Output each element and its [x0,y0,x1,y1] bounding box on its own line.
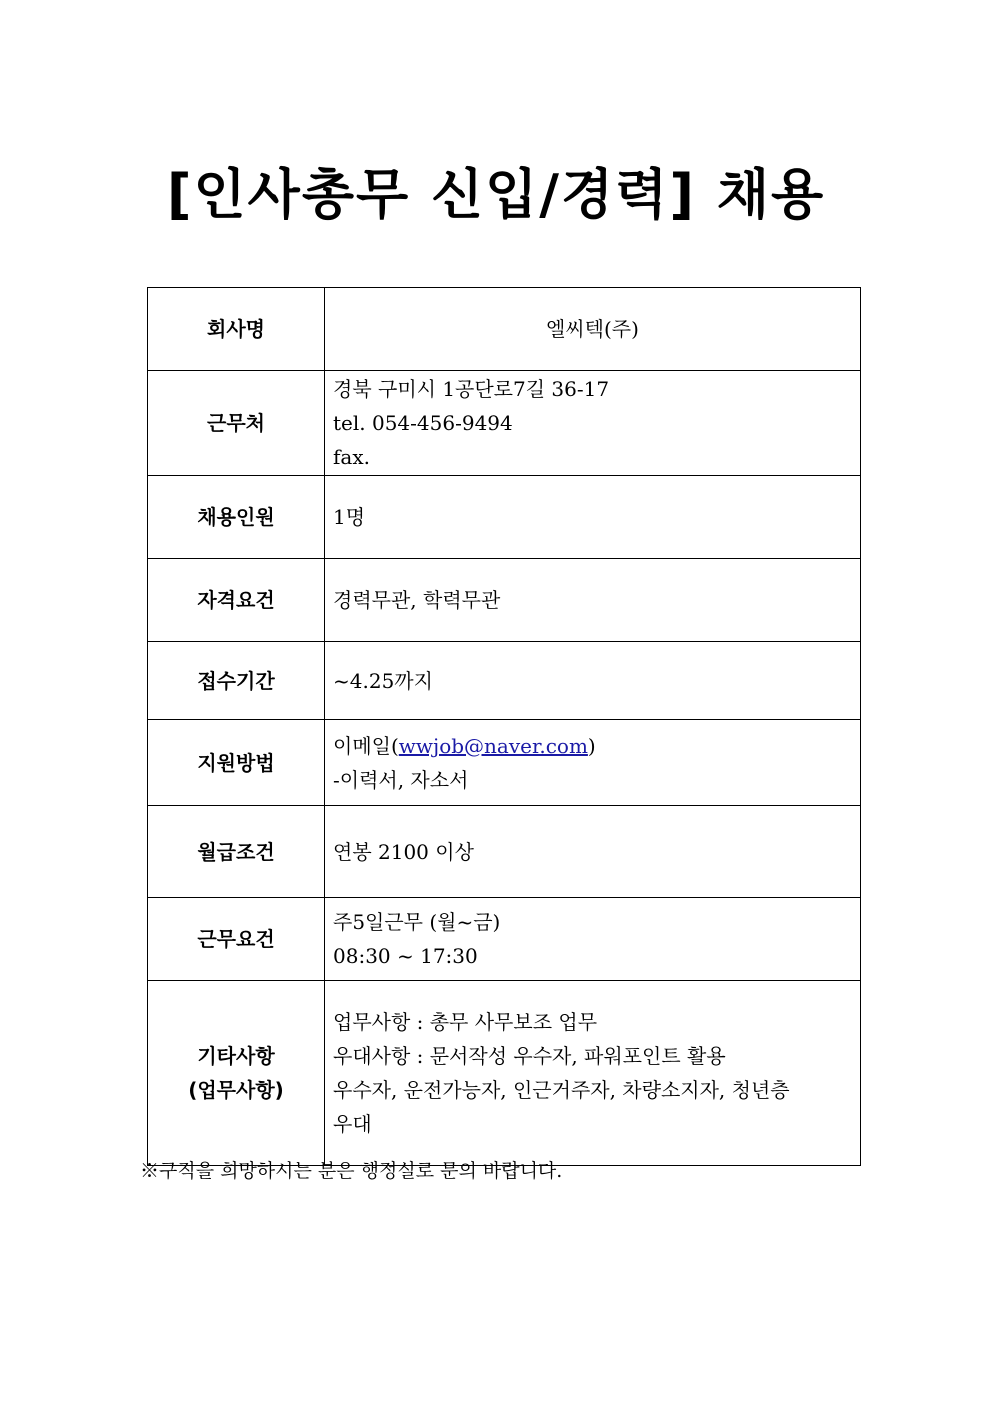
deadline-label: 접수기간 [148,642,325,720]
apply-value [325,720,861,806]
table-row-etc [148,981,861,1166]
salary-value: 연봉 2100 이상 [325,806,861,898]
table-row-qualification [148,559,861,642]
footnote: ※구직을 희망하시는 분은 행정실로 문의 바랍니다. [140,1160,563,1182]
etc-line3: 우수자, 운전가능자, 인근거주자, 차량소지자, 청년층 [333,1078,790,1102]
page-title: [인사총무 신입/경력] 채용 [166,163,826,226]
table-row-salary [148,806,861,898]
conditions-value [325,898,861,981]
apply-label: 지원방법 [148,720,325,806]
conditions-label: 근무요건 [148,898,325,981]
etc-value [325,981,861,1166]
company-label: 회사명 [148,288,325,371]
table-row-company [148,288,861,371]
headcount-value: 1명 [325,476,861,559]
workplace-label: 근무처 [148,371,325,476]
apply-docs: -이력서, 자소서 [333,767,469,792]
table-row-deadline [148,642,861,720]
etc-label-line1: 기타사항 [197,1044,275,1068]
conditions-hours: 08:30 ~ 17:30 [333,944,478,968]
table-row-apply [148,720,861,806]
table-row-conditions [148,898,861,981]
qualification-value: 경력무관, 학력무관 [325,559,861,642]
salary-label: 월급조건 [148,806,325,898]
headcount-label: 채용인원 [148,476,325,559]
etc-label-line2: (업무사항) [188,1078,284,1102]
email-link[interactable]: wwjob@naver.com [398,733,588,758]
workplace-value [325,371,861,476]
table-row-headcount [148,476,861,559]
qualification-label: 자격요건 [148,559,325,642]
conditions-days: 주5일근무 (월~금) [333,910,501,934]
email-suffix: ) [587,733,596,758]
workplace-fax: fax. [333,445,370,469]
etc-line2: 우대사항 : 문서작성 우수자, 파워포인트 활용 [333,1044,726,1068]
email-prefix: 이메일( [333,733,399,758]
etc-line4: 우대 [333,1112,372,1136]
etc-label [148,981,325,1166]
table-row-workplace [148,371,861,476]
workplace-address: 경북 구미시 1공단로7길 36-17 [333,377,610,401]
company-value: 엘씨텍(주) [325,288,861,371]
recruitment-table [147,287,861,1166]
apply-email-line [333,729,852,763]
workplace-tel: tel. 054-456-9494 [333,411,513,435]
etc-line1: 업무사항 : 총무 사무보조 업무 [333,1010,598,1034]
deadline-value: ~4.25까지 [325,642,861,720]
